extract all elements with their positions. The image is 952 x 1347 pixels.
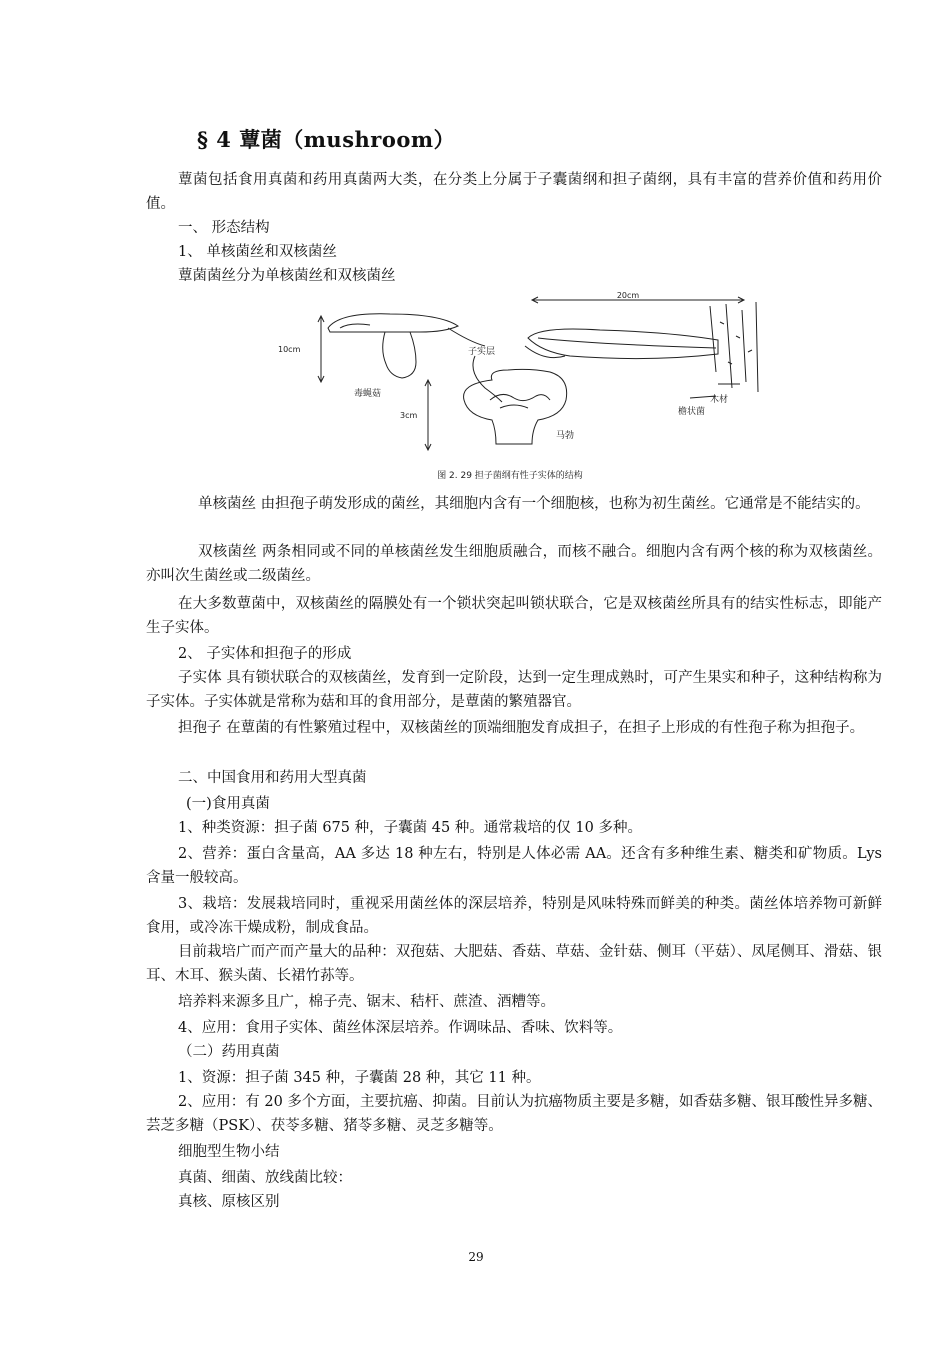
amanita-stem <box>383 332 416 378</box>
summary-compare: 真菌、细菌、放线菌比较： <box>178 1170 352 1186</box>
figure-caption: 图 2. 29 担子菌纲有性子实体的结构 <box>437 471 583 481</box>
edible-item-1: 1、种类资源：担子菌 675 种，子囊菌 45 种。通常栽培的仅 10 多种。 <box>178 820 642 836</box>
label-morel: 马勃 <box>556 431 575 441</box>
summary-heading: 细胞型生物小结 <box>178 1144 280 1160</box>
label-10cm: 10cm <box>278 345 301 354</box>
paragraph-fruitbody: 子实体 具有锁状联合的双核菌丝，发育到一定阶段，达到一定生理成熟时，可产生果实和种子，这种结构称为子实体。子实体就是常称为菇和耳的食用部分，是蕈菌的繁殖器官。 <box>146 670 882 710</box>
edible-heading: (一)食用真菌 <box>186 796 270 812</box>
label-hymenium: 子实层 <box>468 347 496 357</box>
medicinal-item-2: 2、应用：有 20 多个方面，主要抗癌、抑菌。目前认为抗癌物质主要是多糖，如香菇多糖、银耳酸性异多糖、芸芝多糖（PSK）、茯苓多糖、猪苓多糖、灵芝多糖等。 <box>146 1094 882 1134</box>
summary-nucleus: 真核、原核区别 <box>178 1194 280 1210</box>
label-bracket: 檐状菌 <box>678 407 706 417</box>
edible-materials: 培养料来源多且广，棉子壳、锯末、秸杆、蔗渣、酒糟等。 <box>178 994 555 1010</box>
medicinal-heading: （二）药用真菌 <box>178 1044 280 1060</box>
section1-sub2: 2、 子实体和担孢子的形成 <box>178 646 352 662</box>
amanita-cap <box>328 314 458 332</box>
medicinal-item-1: 1、资源：担子菌 345 种，子囊菌 28 种，其它 11 种。 <box>178 1070 541 1086</box>
edible-varieties: 目前栽培广而产而产量大的品种：双孢菇、大肥菇、香菇、草菇、金针菇、侧耳（平菇）、凤尾侧耳、滑菇、银耳、木耳、猴头菌、长裙竹荪等。 <box>146 944 882 984</box>
paragraph-basidiospore: 担孢子 在蕈菌的有性繁殖过程中，双核菌丝的顶端细胞发育成担子，在担子上形成的有性孢子称为担孢子。 <box>178 720 865 736</box>
fruitbody-structure-figure <box>270 292 770 484</box>
label-20cm: 20cm <box>616 292 640 300</box>
wood-log <box>710 302 758 392</box>
section2-heading: 二、中国食用和药用大型真菌 <box>178 770 367 786</box>
edible-item-2: 2、营养：蛋白含量高，AA 多达 18 种左右，特别是人体必需 AA。还含有多种维生素、糖类和矿物质。Lys 含量一般较高。 <box>146 846 882 886</box>
section1-sub1: 1、 单核菌丝和双核菌丝 <box>178 244 337 260</box>
page-number: 29 <box>468 1250 484 1264</box>
label-3cm: 3cm <box>400 411 418 420</box>
edible-item-3: 3、栽培：发展栽培同时，重视采用菌丝体的深层培养，特别是风味特殊而鲜美的种类。菌丝体培养物可新鲜食用，或冷冻干燥成粉，制成食品。 <box>146 896 882 936</box>
section1-sub1-intro: 蕈菌菌丝分为单核菌丝和双核菌丝 <box>178 268 396 284</box>
intro-paragraph: 蕈菌包括食用真菌和药用真菌两大类，在分类上分属于子囊菌纲和担子菌纲，具有丰富的营养价值和药用价值。 <box>146 172 882 212</box>
paragraph-clamp: 在大多数蕈菌中，双核菌丝的隔膜处有一个锁状突起叫锁状联合，它是双核菌丝所具有的结实性标志，即能产生子实体。 <box>146 596 882 636</box>
label-wood: 木材 <box>710 395 729 405</box>
page-title: § 4 蕈菌（mushroom） <box>197 127 456 152</box>
puffball-body <box>464 369 567 444</box>
paragraph-mono: 单核菌丝 由担孢子萌发形成的菌丝，其细胞内含有一个细胞核，也称为初生菌丝。它通常是不能结实的。 <box>198 496 870 512</box>
section1-heading: 一、 形态结构 <box>178 220 270 236</box>
paragraph-di: 双核菌丝 两条相同或不同的单核菌丝发生细胞质融合，而核不融合。细胞内含有两个核的称为双核菌丝。亦叫次生菌丝或二级菌丝。 <box>146 544 882 584</box>
edible-item-4: 4、应用：食用子实体、菌丝体深层培养。作调味品、香味、饮料等。 <box>178 1020 623 1036</box>
label-amanita: 毒蝇菇 <box>354 389 382 399</box>
